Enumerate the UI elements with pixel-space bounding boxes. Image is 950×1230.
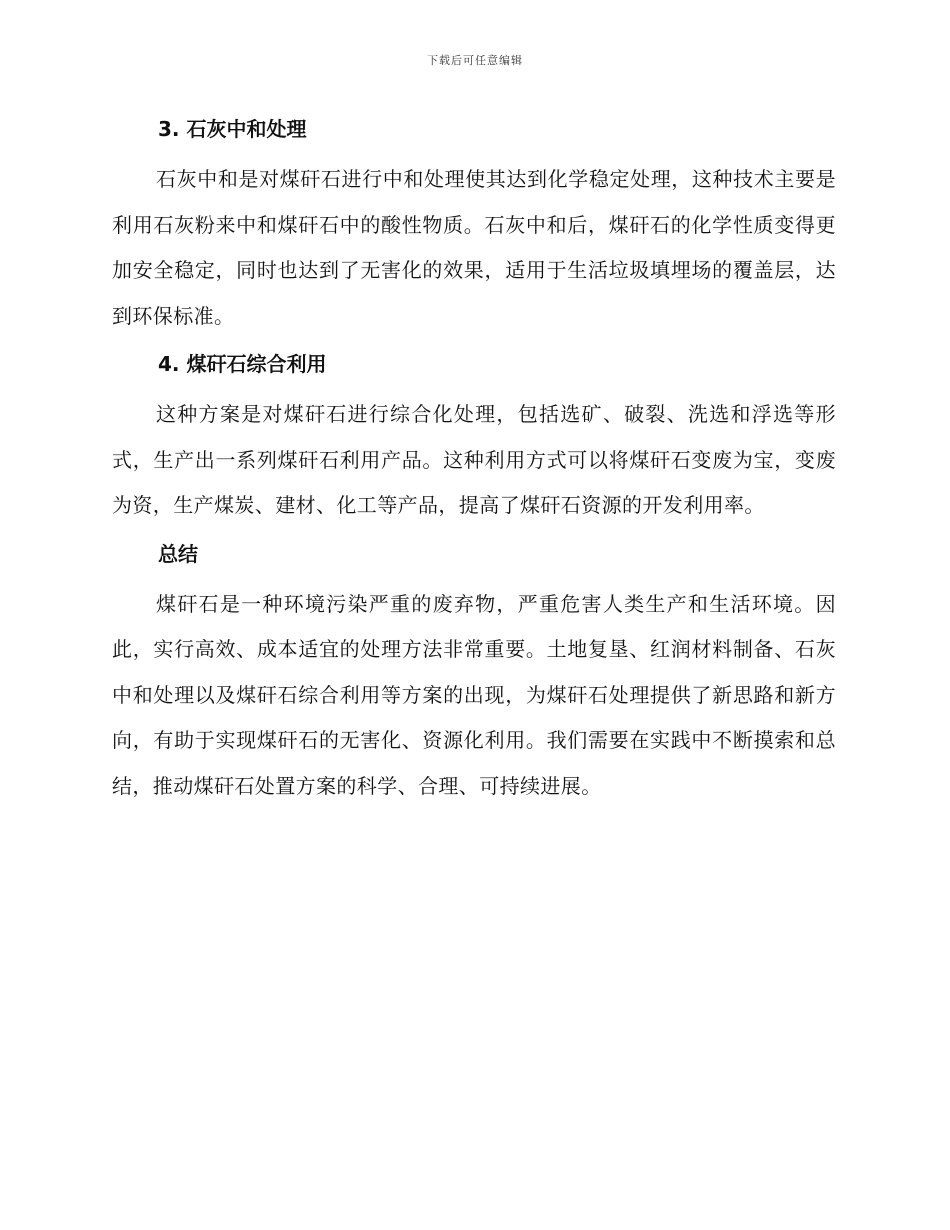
section-summary: [112, 537, 836, 810]
section-heading: 3. 石灰中和处理: [158, 117, 307, 141]
section-heading: 总结: [158, 541, 198, 566]
section-paragraph: 石灰中和是对煤矸石进行中和处理使其达到化学稳定处理，这种技术主要是利用石灰粉来中和煤矸石中的酸性物质。石灰中和后，煤矸石的化学性质变得更加安全稳定，同时也达到了无害化的效果，适用于生活垃圾填埋场的覆盖层，达到环保标准。: [112, 167, 836, 328]
document-body: [112, 112, 836, 809]
section-paragraph: 这种方案是对煤矸石进行综合化处理，包括选矿、破裂、洗选和浮选等形式，生产出一系列煤矸石利用产品。这种利用方式可以将煤矸石变废为宝，变废为资，生产煤炭、建材、化工等产品，提高了煤矸石资源的开发利用率。: [112, 402, 836, 517]
section-comprehensive-utilization: [112, 347, 836, 529]
section-heading: 4. 煤矸石综合利用: [158, 352, 327, 376]
page-header-note: 下载后可任意编辑: [427, 54, 523, 67]
section-lime-neutralization: [112, 112, 836, 339]
section-paragraph: 煤矸石是一种环境污染严重的废弃物，严重危害人类生产和生活环境。因此，实行高效、成本适宜的处理方法非常重要。土地复垦、红润材料制备、石灰中和处理以及煤矸石综合利用等方案的出现，为煤矸石处理提供了新思路和新方向，有助于实现煤矸石的无害化、资源化利用。我们需要在实践中不断摸索和总结，推动煤矸石处置方案的科学、合理、可持续进展。: [112, 591, 836, 798]
